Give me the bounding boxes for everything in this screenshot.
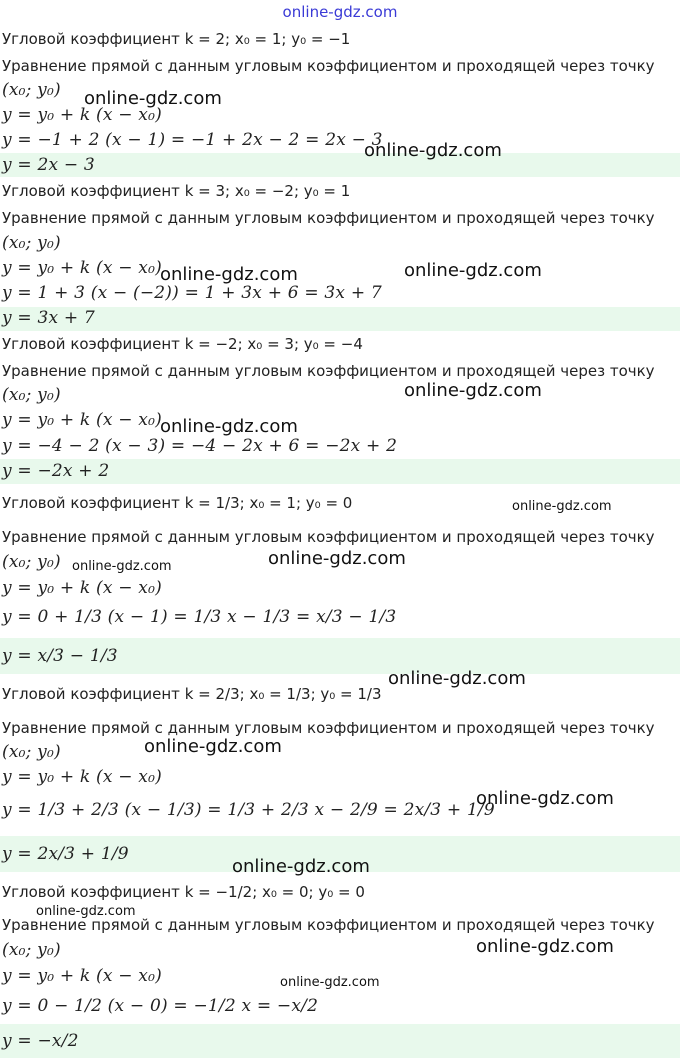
description-line: Уравнение прямой с данным угловым коэффициентом и проходящей через точку — [2, 362, 655, 380]
condition-line: Угловой коэффициент k = 2/3; x₀ = 1/3; y₀ = 1/3 — [2, 685, 382, 703]
condition-line: Угловой коэффициент k = −2; x₀ = 3; y₀ = −4 — [2, 335, 363, 353]
watermark: online-gdz.com — [268, 548, 406, 569]
watermark: online-gdz.com — [144, 736, 282, 757]
watermark: online-gdz.com — [160, 416, 298, 437]
point-line: (x₀; y₀) — [2, 233, 61, 253]
point-line: (x₀; y₀) — [2, 385, 61, 405]
substitution-line: y = 1/3 + 2/3 (x − 1/3) = 1/3 + 2/3 x − 2/9 = 2x/3 + 1/9 — [2, 800, 495, 820]
description-line: Уравнение прямой с данным угловым коэффициентом и проходящей через точку — [2, 57, 655, 75]
description-line: Уравнение прямой с данным угловым коэффициентом и проходящей через точку — [2, 209, 655, 227]
watermark: online-gdz.com — [84, 88, 222, 109]
answer-line: y = x/3 − 1/3 — [2, 646, 118, 666]
watermark: online-gdz.com — [404, 380, 542, 401]
general-formula: y = y₀ + k (x − x₀) — [2, 258, 162, 278]
substitution-line: y = 1 + 3 (x − (−2)) = 1 + 3x + 6 = 3x + 7 — [2, 283, 382, 303]
watermark: online-gdz.com — [476, 936, 614, 957]
answer-line: y = 3x + 7 — [2, 308, 95, 328]
watermark: online-gdz.com — [404, 260, 542, 281]
answer-line: y = −2x + 2 — [2, 461, 110, 481]
answer-line: y = −x/2 — [2, 1031, 79, 1051]
point-line: (x₀; y₀) — [2, 940, 61, 960]
substitution-line: y = 0 − 1/2 (x − 0) = −1/2 x = −x/2 — [2, 996, 319, 1016]
general-formula: y = y₀ + k (x − x₀) — [2, 966, 162, 986]
watermark: online-gdz.com — [36, 904, 136, 919]
substitution-line: y = 0 + 1/3 (x − 1) = 1/3 x − 1/3 = x/3 − 1/3 — [2, 607, 397, 627]
point-line: (x₀; y₀) — [2, 80, 61, 100]
watermark: online-gdz.com — [364, 140, 502, 161]
watermark: online-gdz.com — [512, 499, 612, 514]
condition-line: Угловой коэффициент k = 2; x₀ = 1; y₀ = −1 — [2, 30, 351, 48]
condition-line: Угловой коэффициент k = 1/3; x₀ = 1; y₀ = 0 — [2, 494, 353, 512]
general-formula: y = y₀ + k (x − x₀) — [2, 410, 162, 430]
watermark: online-gdz.com — [476, 788, 614, 809]
watermark: online-gdz.com — [280, 975, 380, 990]
point-line: (x₀; y₀) — [2, 742, 61, 762]
condition-line: Угловой коэффициент k = −1/2; x₀ = 0; y₀ = 0 — [2, 883, 365, 901]
watermark: online-gdz.com — [388, 668, 526, 689]
condition-line: Угловой коэффициент k = 3; x₀ = −2; y₀ = 1 — [2, 182, 351, 200]
general-formula: y = y₀ + k (x − x₀) — [2, 578, 162, 598]
watermark: online-gdz.com — [232, 856, 370, 877]
substitution-line: y = −1 + 2 (x − 1) = −1 + 2x − 2 = 2x − 3 — [2, 130, 383, 150]
general-formula: y = y₀ + k (x − x₀) — [2, 105, 162, 125]
description-line: Уравнение прямой с данным угловым коэффициентом и проходящей через точку — [2, 719, 655, 737]
watermark: online-gdz.com — [160, 264, 298, 285]
point-line: (x₀; y₀) — [2, 552, 61, 572]
watermark: online-gdz.com — [72, 559, 172, 574]
answer-line: y = 2x/3 + 1/9 — [2, 844, 129, 864]
general-formula: y = y₀ + k (x − x₀) — [2, 767, 162, 787]
answer-line: y = 2x − 3 — [2, 155, 95, 175]
substitution-line: y = −4 − 2 (x − 3) = −4 − 2x + 6 = −2x + 2 — [2, 436, 398, 456]
description-line: Уравнение прямой с данным угловым коэффициентом и проходящей через точку — [2, 528, 655, 546]
page-header-watermark: online-gdz.com — [282, 3, 398, 21]
description-line: Уравнение прямой с данным угловым коэффициентом и проходящей через точку — [2, 916, 655, 934]
